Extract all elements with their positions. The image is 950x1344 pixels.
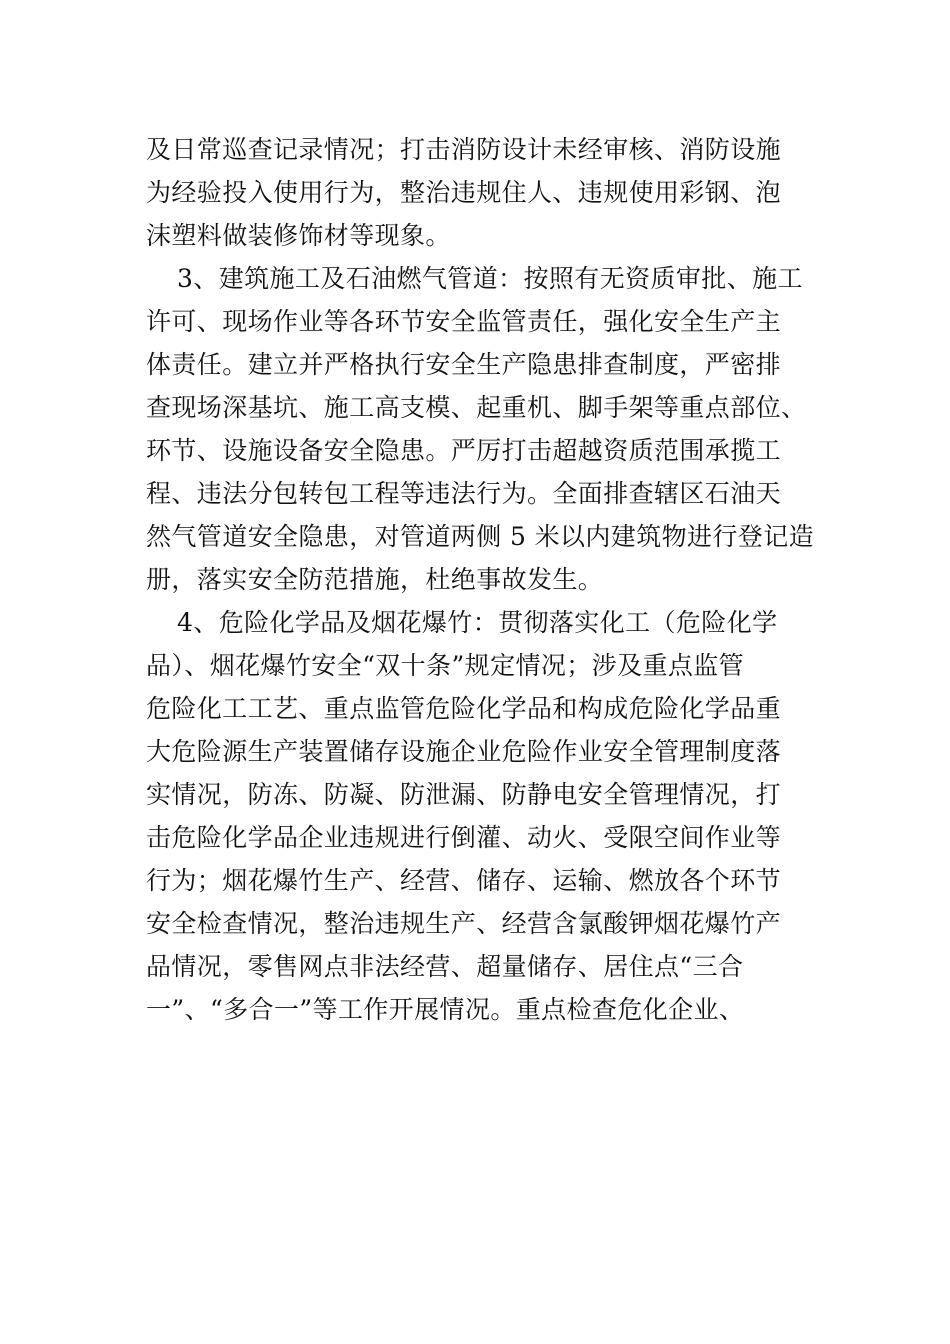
text-line: 程、违法分包转包工程等违法行为。全面排查辖区石油天 <box>146 479 782 508</box>
text-line: 册，落实安全防范措施，杜绝事故发生。 <box>146 565 604 594</box>
text-line: 许可、现场作业等各环节安全监管责任，强化安全生产主 <box>146 307 782 336</box>
text-line: 击危险化学品企业违规进行倒灌、动火、受限空间作业等 <box>146 823 782 852</box>
text-line: 为经验投入使用行为，整治违规住人、违规使用彩钢、泡 <box>146 178 782 207</box>
text-line: 环节、设施设备安全隐患。严厉打击超越资质范围承揽工 <box>146 436 782 465</box>
text-line: 行为；烟花爆竹生产、经营、储存、运输、燃放各个环节 <box>146 866 782 895</box>
text-line: 危险化工工艺、重点监管危险化学品和构成危险化学品重 <box>146 694 782 723</box>
text-line: 安全检查情况，整治违规生产、经营含氯酸钾烟花爆竹产 <box>146 909 782 938</box>
text-line: 沫塑料做装修饰材等现象。 <box>146 221 451 250</box>
text-line: 一”、“多合一”等工作开展情况。重点检查危化企业、 <box>146 995 745 1024</box>
text-line: 品）、烟花爆竹安全“双十条”规定情况；涉及重点监管 <box>146 651 745 680</box>
text-line: 体责任。建立并严格执行安全生产隐患排查制度，严密排 <box>146 350 782 379</box>
text-line: 查现场深基坑、施工高支模、起重机、脚手架等重点部位、 <box>146 393 807 422</box>
section-3-heading-line: 3、建筑施工及石油燃气管道：按照有无资质审批、施工 <box>177 264 803 293</box>
text-line: 然气管道安全隐患，对管道两侧 5 米以内建筑物进行登记造 <box>146 522 815 551</box>
text-line: 大危险源生产装置储存设施企业危险作业安全管理制度落 <box>146 737 782 766</box>
text-line: 及日常巡查记录情况；打击消防设计未经审核、消防设施 <box>146 135 782 164</box>
text-line: 品情况，零售网点非法经营、超量储存、居住点“三合 <box>146 952 744 981</box>
section-4-heading-line: 4、危险化学品及烟花爆竹：贯彻落实化工（危险化学 <box>177 608 778 637</box>
document-body <box>146 128 826 1031</box>
text-line: 实情况，防冻、防凝、防泄漏、防静电安全管理情况，打 <box>146 780 782 809</box>
